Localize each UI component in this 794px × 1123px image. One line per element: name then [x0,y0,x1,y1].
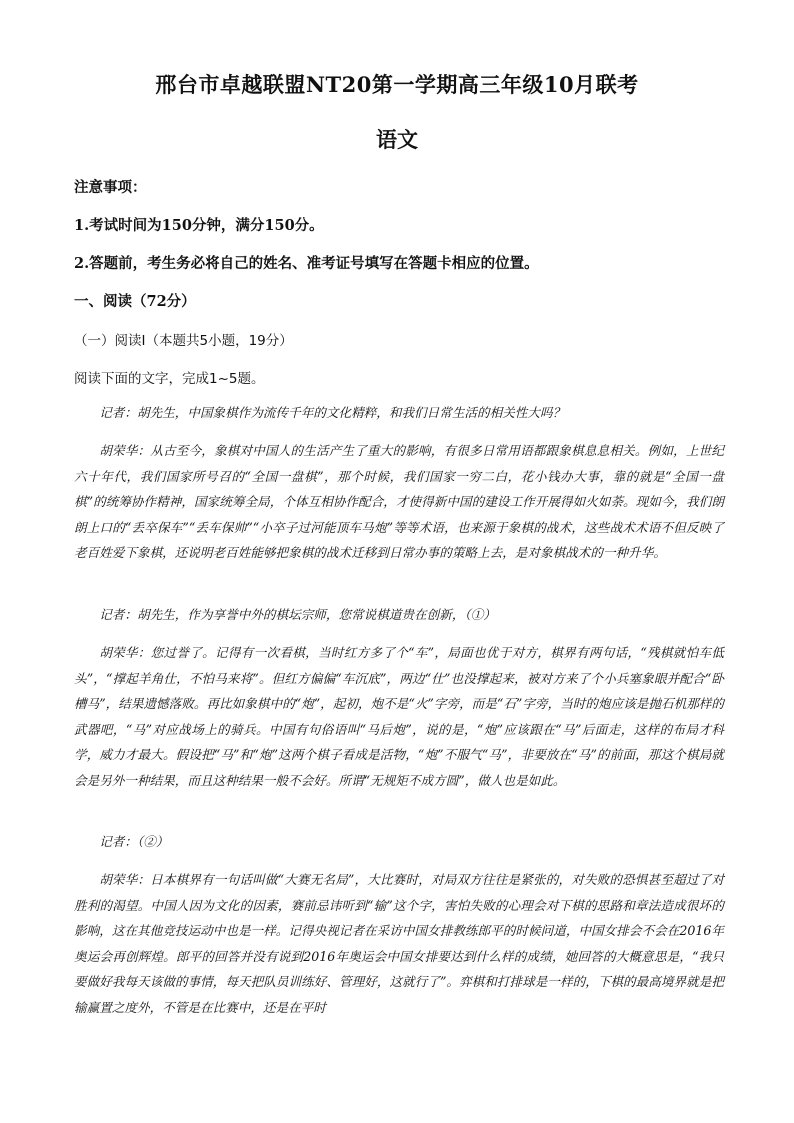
sub-section-heading: （一）阅读Ⅰ（本题共5小题，19分） [74,333,293,349]
section-heading: 一、阅读（72分） [74,293,196,310]
reading-instruction: 阅读下面的文字，完成1~5题。 [74,371,265,387]
passage-paragraph-2: 胡荣华：从古至今，象棋对中国人的生活产生了重大的影响，有很多日常用语都跟象棋息息相关。例如，上世纪六十年代，我们国家所号召的“全国一盘棋”，那个时候，我们国家一穷二白，花小钱办大事，靠的就是“全国一盘棋”的统筹协作精神，国家统筹全局，个体互相协作配合，才使得新中国的建设工作开展得如火如荼。现如今，我们朗朗上口的“丢卒保车”“丢车保帅”“小卒子过河能顶车马炮”等等术语，也来源于象棋的战术，这些战术术语不但反映了老百姓爱下象棋，还说明老百姓能够把象棋的战术迁移到日常办事的策略上去，是对象棋战术的一种升华。 [74,443,724,561]
exam-title: 邢台市卓越联盟NT20第一学期高三年级10月联考 [155,72,639,97]
passage-paragraph-6: 胡荣华：日本棋界有一句话叫做“大赛无名局”，大比赛时，对局双方往往是紧张的，对失败的恐惧甚至超过了对胜利的渴望。中国人因为文化的因素，赛前忌讳听到“输”这个字，害怕失败的心理会对下棋的思路和章法造成很坏的影响，这在其他竞技运动中也是一样。记得央视记者在采访中国女排教练郎平的时候问道，中国女排会不会在2016年奥运会再创辉煌。郎平的回答并没有说到2016年奥运会中国女排要达到什么样的成绩，她回答的大概意思是，“我只要做好我每天该做的事情，每天把队员训练好、管理好，这就行了”。弈棋和打排球是一样的，下棋的最高境界就是把输赢置之度外，不管是在比赛中，还是在平时 [74,872,724,1015]
passage-paragraph-4: 胡荣华：您过誉了。记得有一次看棋，当时红方多了个“车”，局面也优于对方，棋界有两句话，“残棋就怕车低头”，“撑起羊角仕，不怕马来将”。但红方偏偏“车沉底”，两边“仕”也没撑起来，被对方来了个小兵塞象眼并配合“卧槽马”，结果遗憾落败。再比如象棋中的“炮”，起初，炮不是“火”字旁，而是“石”字旁，当时的炮应该是抛石机那样的武器吧，“马”对应战场上的骑兵。中国有句俗语叫“马后炮”，说的是，“炮”应该跟在“马”后面走，这样的布局才科学，威力才最大。假设把“马”和“炮”这两个棋子看成是活物，“炮”不服气“马”，非要放在“马”的前面，那这个棋局就会是另外一种结果，而且这种结果一般不会好。所谓“无规矩不成方圆”，做人也是如此。 [74,645,724,788]
notice-item-1: 1.考试时间为150分钟，满分150分。 [74,217,324,234]
passage-paragraph-1: 记者：胡先生，中国象棋作为流传千年的文化精粹，和我们日常生活的相关性大吗？ [99,405,566,420]
notice-heading: 注意事项： [74,179,147,196]
passage-paragraph-5: 记者：（②） [99,834,169,849]
passage-paragraph-3: 记者：胡先生，作为享誉中外的棋坛宗师，您常说棋道贵在创新，（①） [99,607,496,622]
subject-title: 语文 [376,127,418,152]
notice-item-2: 2.答题前，考生务必将自己的姓名、准考证号填写在答题卡相应的位置。 [74,255,539,272]
